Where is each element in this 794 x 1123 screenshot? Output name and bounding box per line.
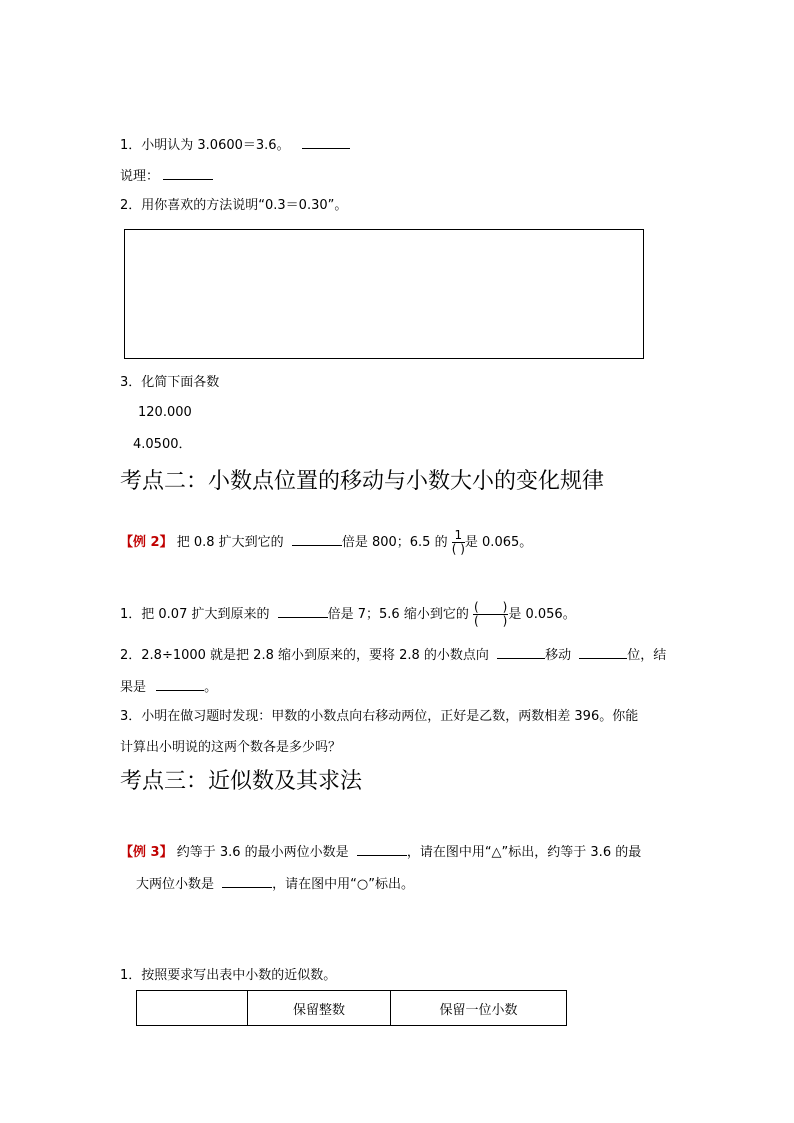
- question-1-reason: [120, 166, 213, 186]
- question-1-text: 1．小明认为 3.0600＝3.6。: [120, 138, 290, 153]
- example-2-tag: 【例 2】: [120, 535, 173, 550]
- example-2-text-c: 是 0.065。: [464, 535, 533, 550]
- fraction-denominator: ( ): [451, 542, 465, 556]
- s2-question-1: [120, 598, 576, 632]
- s2-q1-fraction: [473, 601, 508, 628]
- s2-q2-text-c: 位，结: [627, 648, 667, 663]
- s2-question-2: [120, 645, 666, 665]
- section-heading-2: 考点二：小数点位置的移动与小数大小的变化规律: [120, 469, 605, 494]
- number-1: 120.000: [138, 405, 192, 420]
- example-3-text-d: ，请在图中用“○”标出。: [272, 877, 414, 892]
- example-3-blank-min[interactable]: [357, 842, 407, 856]
- example-2: [120, 528, 532, 558]
- example-2-text-a: 把 0.8 扩大到它的: [176, 535, 284, 550]
- s2-q2-text-d: 果是: [120, 680, 147, 695]
- s2-q2-blank-places[interactable]: [579, 645, 627, 659]
- table-header-cell: 保留整数: [248, 991, 391, 1026]
- s2-q2-text-b: 移动: [545, 648, 572, 663]
- question-1: [120, 135, 350, 155]
- answer-box[interactable]: [124, 229, 644, 359]
- s2-q1-text-a: 1．把 0.07 扩大到原来的: [120, 607, 270, 622]
- table-header-cell: [137, 991, 248, 1026]
- reason-label: 说理：: [120, 169, 160, 184]
- fraction-numerator: 1: [452, 529, 465, 543]
- example-2-blank[interactable]: [292, 532, 342, 546]
- s3-question-1: 1．按照要求写出表中小数的近似数。: [120, 968, 337, 983]
- answer-blank[interactable]: [302, 135, 350, 149]
- reason-blank[interactable]: [163, 166, 213, 180]
- example-2-fraction: [452, 529, 465, 556]
- question-3: 3．化简下面各数: [120, 375, 220, 390]
- example-3-cont: [136, 874, 414, 894]
- fraction-denominator: ( ): [473, 614, 508, 628]
- s2-question-2-cont: [120, 677, 217, 697]
- approximation-table: [136, 990, 567, 1026]
- example-3-blank-max[interactable]: [222, 874, 272, 888]
- example-3-text-c: 大两位小数是: [136, 877, 215, 892]
- s2-q2-text-a: 2．2.8÷1000 就是把 2.8 缩小到原来的，要将 2.8 的小数点向: [120, 648, 489, 663]
- example-3: [120, 842, 641, 862]
- s2-q2-blank-result[interactable]: [156, 677, 204, 691]
- s2-q2-text-e: 。: [204, 680, 218, 695]
- s2-question-3-cont: 计算出小明说的这两个数各是多少吗？: [120, 740, 342, 755]
- table-header-cell: 保留一位小数: [391, 991, 567, 1026]
- table-row: [137, 991, 567, 1026]
- number-2: 4.0500．: [133, 437, 192, 452]
- s2-q1-blank[interactable]: [278, 604, 328, 618]
- example-2-text-b: 倍是 800；6.5 的: [341, 535, 448, 550]
- fraction-numerator: ( ): [473, 600, 508, 614]
- section-heading-3: 考点三：近似数及其求法: [120, 769, 363, 794]
- example-3-text-b: ，请在图中用“△”标出，约等于 3.6 的最: [406, 845, 642, 860]
- example-3-text-a: 约等于 3.6 的最小两位小数是: [176, 845, 349, 860]
- question-2: 2．用你喜欢的方法说明“0.3＝0.30”。: [120, 198, 348, 213]
- s2-q1-text-b: 倍是 7；5.6 缩小到它的: [327, 607, 469, 622]
- s2-q1-text-c: 是 0.056。: [508, 607, 576, 622]
- example-3-tag: 【例 3】: [120, 845, 173, 860]
- s2-q2-blank-direction[interactable]: [497, 645, 545, 659]
- s2-question-3: 3．小明在做习题时发现：甲数的小数点向右移动两位，正好是乙数，两数相差 396。你能: [120, 709, 639, 724]
